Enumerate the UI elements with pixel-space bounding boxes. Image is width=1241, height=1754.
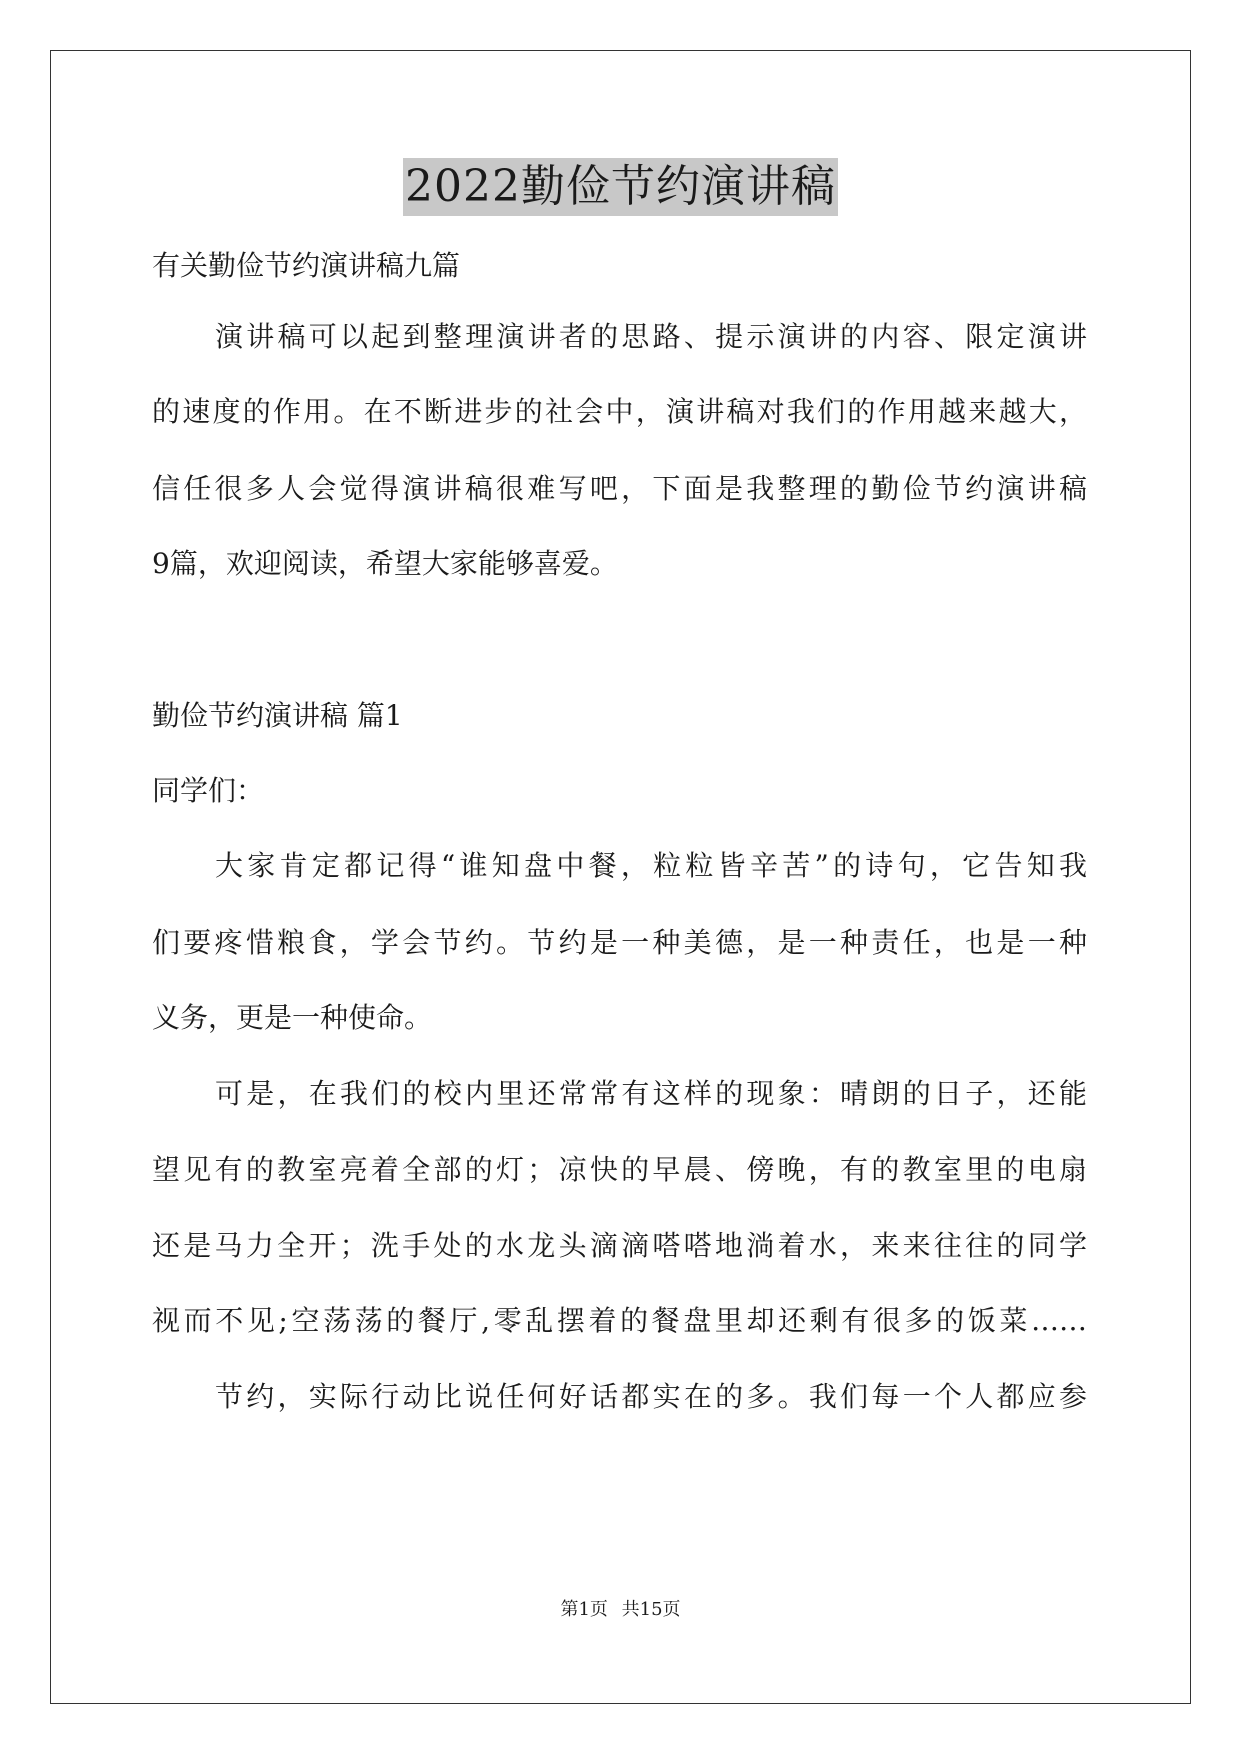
- document-title: 2022勤俭节约演讲稿: [403, 158, 838, 216]
- intro-line-4: 9篇，欢迎阅读，希望大家能够喜爱。: [152, 547, 618, 580]
- para3-line-1: 节约，实际行动比说任何好话都实在的多。我们每一个人都应参: [215, 1380, 1087, 1413]
- para2-line-4: 视而不见;空荡荡的餐厅,零乱摆着的餐盘里却还剩有很多的饭菜……: [152, 1304, 1087, 1337]
- page-total: 共15页: [621, 1599, 681, 1620]
- intro-line-1: 演讲稿可以起到整理演讲者的思路、提示演讲的内容、限定演讲: [215, 320, 1087, 353]
- section-heading: 勤俭节约演讲稿 篇1: [152, 699, 403, 732]
- title-wrap: [0, 158, 1241, 216]
- para2-line-1: 可是，在我们的校内里还常常有这样的现象：晴朗的日子，还能: [215, 1077, 1087, 1110]
- page-footer: [0, 1599, 1241, 1621]
- intro-line-2: 的速度的作用。在不断进步的社会中，演讲稿对我们的作用越来越大，: [152, 395, 1087, 428]
- page-number: 第1页: [560, 1599, 608, 1620]
- intro-line-3: 信任很多人会觉得演讲稿很难写吧，下面是我整理的勤俭节约演讲稿: [152, 472, 1087, 505]
- para2-line-2: 望见有的教室亮着全部的灯；凉快的早晨、傍晚，有的教室里的电扇: [152, 1153, 1087, 1186]
- para1-line-1: 大家肯定都记得“谁知盘中餐，粒粒皆辛苦”的诗句，它告知我: [215, 849, 1087, 882]
- para2-line-3: 还是马力全开；洗手处的水龙头滴滴嗒嗒地淌着水，来来往往的同学: [152, 1229, 1087, 1262]
- greeting: 同学们：: [152, 774, 265, 807]
- para1-line-3: 义务，更是一种使命。: [152, 1001, 433, 1034]
- para1-line-2: 们要疼惜粮食，学会节约。节约是一种美德，是一种责任，也是一种: [152, 926, 1087, 959]
- subtitle: 有关勤俭节约演讲稿九篇: [152, 249, 461, 282]
